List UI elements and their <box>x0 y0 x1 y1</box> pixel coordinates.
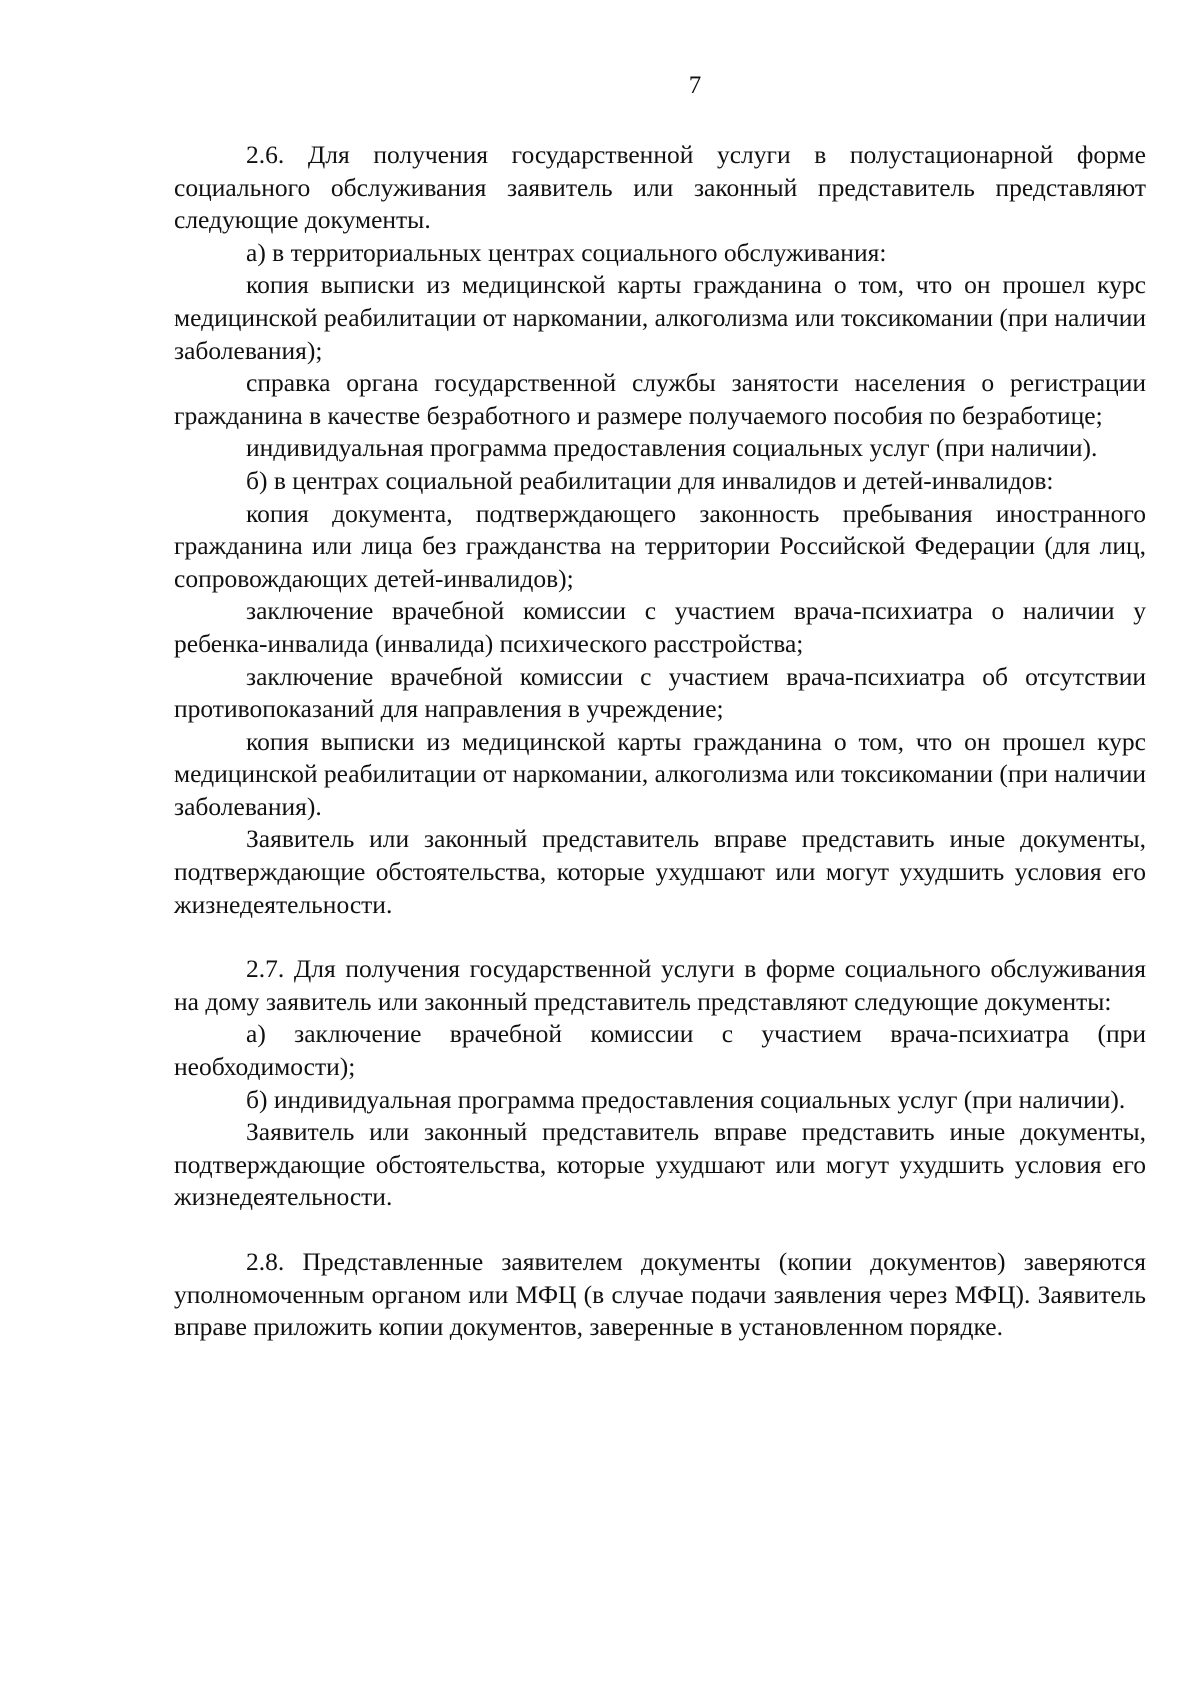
paragraph-2-7-a: а) заключение врачебной комиссии с участием врача-психиатра (при необходимости); <box>174 1019 1146 1082</box>
paragraph-note: Заявитель или законный представитель вправе представить иные документы, подтверждающие обстоятельства, которые ухудшают или могут ухудшить условия его жизнедеятельности. <box>174 1117 1146 1212</box>
paragraph-note: Заявитель или законный представитель вправе представить иные документы, подтверждающие обстоятельства, которые ухудшают или могут ухудшить условия его жизнедеятельности. <box>174 824 1146 919</box>
paragraph-2-7: 2.7. Для получения государственной услуги в форме социального обслуживания на дому заявитель или законный представитель представляют следующие документы: <box>174 954 1146 1016</box>
page-number <box>95 70 1200 102</box>
paragraph-2-6: 2.6. Для получения государственной услуги в полустационарной форме социального обслуживания заявитель или законный представитель представляют следующие документы. <box>174 140 1146 235</box>
paragraph-2-7-b: б) индивидуальная программа предоставления социальных услуг (при наличии). <box>246 1084 1126 1114</box>
paragraph-2-8: 2.8. Представленные заявителем документы (копии документов) заверяются уполномоченным органом или МФЦ (в случае подачи заявления через МФЦ). Заявитель вправе приложить копии документов, заверенные в установленном порядке. <box>174 1247 1146 1342</box>
paragraph-item: заключение врачебной комиссии с участием врача-психиатра о наличии у ребенка-инвалида (инвалида) психического расстройства; <box>174 596 1146 658</box>
paragraph-item: копия документа, подтверждающего законность пребывания иностранного гражданина или лица без гражданства на территории Российской Федерации (для лиц, сопровождающих детей-инвалидов); <box>174 498 1146 593</box>
paragraph-2-6-a: а) в территориальных центрах социального обслуживания: <box>246 237 887 267</box>
paragraph-item: копия выписки из медицинской карты гражданина о том, что он прошел курс медицинской реабилитации от наркомании, алкоголизма или токсикомании (при наличии заболевания); <box>174 270 1146 365</box>
paragraph-item: индивидуальная программа предоставления социальных услуг (при наличии). <box>246 433 1098 463</box>
paragraph-item: справка органа государственной службы занятости населения о регистрации гражданина в качестве безработного и размере получаемого пособия по безработице; <box>174 368 1146 430</box>
paragraph-item: заключение врачебной комиссии с участием врача-психиатра об отсутствии противопоказаний для направления в учреждение; <box>174 661 1146 724</box>
paragraph-2-6-b: б) в центрах социальной реабилитации для инвалидов и детей-инвалидов: <box>246 465 1054 495</box>
paragraph-item: копия выписки из медицинской карты гражданина о том, что он прошел курс медицинской реабилитации от наркомании, алкоголизма или токсикомании (при наличии заболевания). <box>174 726 1146 821</box>
page-number-text: 7 <box>688 72 702 99</box>
document-body <box>174 139 1146 1344</box>
